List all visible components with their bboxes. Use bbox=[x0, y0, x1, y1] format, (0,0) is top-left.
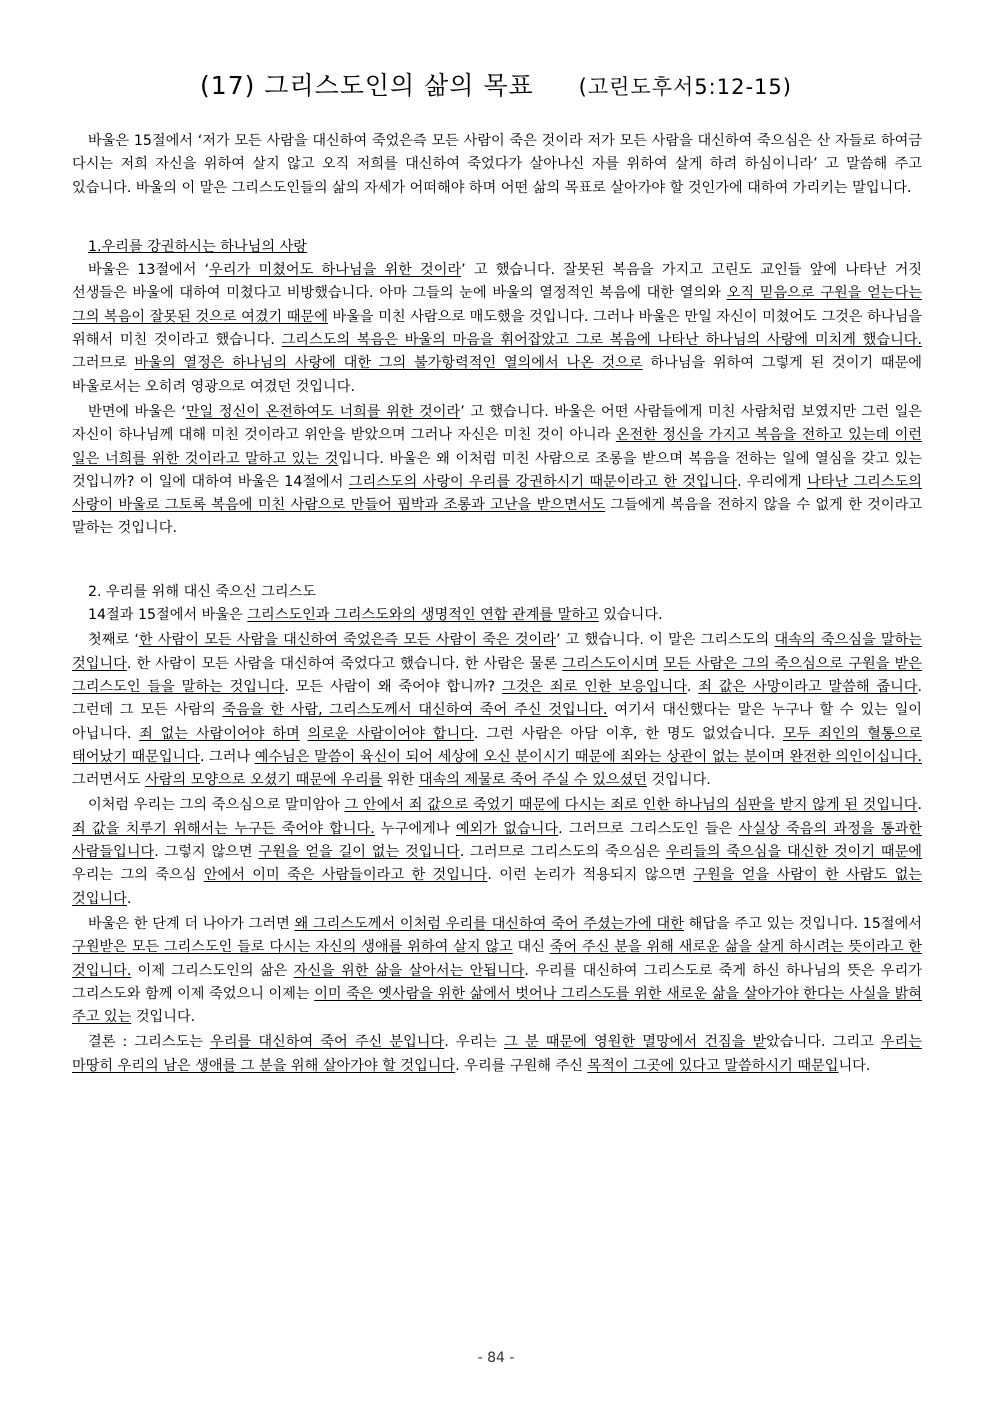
underlined-text: 왜 그리스도께서 이처럼 우리를 대신하여 죽어 주셨는가에 대한 bbox=[294, 915, 684, 932]
title-scripture-reference: (고린도후서5:12-15) bbox=[578, 75, 792, 99]
text-run: . 그렇지 않으면 bbox=[154, 844, 259, 861]
underlined-text: 안에서 이미 죽은 사람들이라고 한 것입니다 bbox=[203, 867, 488, 884]
text-run: 그러므로 bbox=[72, 355, 135, 372]
text-run: . bbox=[126, 890, 132, 907]
underlined-text: 우리를 대신하여 죽어 주신 분입니다 bbox=[210, 1034, 445, 1051]
text-run: 그러면서도 bbox=[72, 772, 146, 789]
text-run: 위한 bbox=[382, 772, 419, 789]
text-run: 결론 : 그리스도는 bbox=[88, 1034, 211, 1051]
underlined-text: 그리스도인과 그리스도와의 생명적인 연합 관계를 말하고 bbox=[247, 607, 599, 624]
title-text: (17) 그리스도인의 삶의 목표 bbox=[200, 71, 534, 100]
text-run: . bbox=[686, 678, 699, 695]
text-run: ’ 고 했습니다. 바울은 어떤 사람들에게 미친 사람처럼 보였지만 그런 일은 자신이 하나님께 대해 미친 것이라고 위안을 받았으며 그러나 자신은 미친 것이 아니라 bbox=[72, 403, 922, 444]
text-run: 반면에 바울은 ‘ bbox=[88, 403, 186, 420]
underlined-text: 대속의 죽으심을 말하는 것입니다 bbox=[72, 632, 922, 672]
underlined-text: 죽음을 한 사람, 그리스도께서 대신하여 죽어 주신 것입니다. bbox=[222, 702, 608, 719]
underlined-text: 바울의 열정은 하나님의 사랑에 대한 그의 불가항력적인 열의에서 나온 것으로 bbox=[134, 355, 643, 372]
text-run: . 그런데 그 모든 사람의 bbox=[72, 678, 923, 719]
text-run: . 우리는 bbox=[444, 1034, 505, 1051]
underlined-text: 대속의 제물로 죽어 주실 수 있으셨던 bbox=[418, 772, 647, 789]
underlined-text: 우리는 마땅히 우리의 남은 생애를 그 분을 위해 살아가야 할 것입니다 bbox=[72, 1034, 923, 1074]
text-run: 그들에게 복음을 전하지 않을 수 없게 한 것이라고 말하는 것입니다. bbox=[72, 497, 923, 537]
section1-heading bbox=[72, 236, 922, 259]
text-run: 바울을 미친 사람으로 매도했을 것입니다. 그러나 바울은 만일 자신이 미쳤어도 그것은 하나님을 위해서 미친 것이라고 했습니다. bbox=[72, 308, 922, 349]
text-run: 14절과 15절에서 바울은 bbox=[88, 607, 248, 624]
section1-heading-text: 우리를 강권하시는 하나님의 사랑 bbox=[101, 238, 307, 255]
section1-paragraph-1 bbox=[72, 259, 922, 399]
text-run: 것입니다. bbox=[646, 772, 711, 789]
text-run: . 우리에게 bbox=[737, 473, 808, 490]
text-run: . 이런 논리가 적용되지 않으면 bbox=[487, 867, 694, 884]
section2-paragraph-1 bbox=[72, 629, 922, 792]
text-run: 바울은 한 단계 더 나아가 그러면 bbox=[88, 915, 295, 932]
section2-paragraph-0 bbox=[72, 604, 922, 627]
text-run: . 모든 사람이 왜 죽어야 합니까? bbox=[284, 678, 502, 695]
underlined-text: 예수님은 말씀이 육신이 되어 세상에 오신 분이시기 때문에 죄와는 상관이 없는 분이며 완전한 의인이십니다. bbox=[254, 748, 922, 765]
text-run: 여기서 대신했다는 말은 누구나 할 수 있는 일이 아닙니다. bbox=[72, 702, 922, 742]
underlined-text: 나타난 그리스도의 사랑이 바울로 그토록 복음에 미친 사람으로 만들어 핍박과 조롱과 고난을 받으면서도 bbox=[72, 473, 923, 514]
text-run: . 그런 사람은 아담 이후, 한 명도 없었습니다. bbox=[473, 725, 783, 742]
page-title bbox=[0, 66, 992, 102]
text-run: . 그러므로 그리스도의 죽으심은 bbox=[459, 844, 666, 861]
text-run: 것입니다. bbox=[131, 1009, 196, 1026]
underlined-text: 자신을 위한 삶을 살아서는 안됩니다 bbox=[293, 962, 525, 979]
underlined-text: 오직 믿음으로 구원을 얻는다는 그의 복음이 잘못된 것으로 여겼기 때문에 bbox=[72, 285, 922, 325]
underlined-text: 그리스도의 사랑이 우리를 강권하시기 때문이라고 한 것입니다 bbox=[348, 473, 738, 490]
underlined-text: 의로운 사람이어야 합니다 bbox=[307, 725, 474, 742]
section1-number: 1. bbox=[88, 238, 102, 255]
underlined-text: 모두 죄인의 혈통으로 태어났기 때문입니다 bbox=[72, 725, 922, 765]
text-run: 첫째로 ‘ bbox=[88, 632, 139, 649]
document-body bbox=[72, 130, 922, 1078]
underlined-text: 온전한 정신을 가지고 복음을 전하고 있는데 이런 일은 너희를 위한 것이라고 말하고 있는 것 bbox=[72, 427, 922, 467]
intro-paragraph: 바울은 15절에서 ‘저가 모든 사람을 대신하여 죽었은즉 모든 사람이 죽은 것이라 저가 모든 사람을 대신하여 죽으심은 산 자들로 하여금 다시는 저희 자신을 위하여 살지 않고 오직 저희를 대신하여 죽었다가 살아나신 자를 위하여 살게 하려 하심이니라’ 고 말씀해 주고 있습니다. 바울의 이 말은 그리스도인들의 삶의 자세가 어떠해야 하며 어떤 삶의 목표로 살아가야 할 것인가에 대하여 가리키는 말입니다. bbox=[72, 133, 922, 196]
text-run: 았습니다. 그리고 bbox=[766, 1034, 881, 1051]
underlined-text: 그 분 때문에 영원한 멸망에서 건짐을 받 bbox=[504, 1034, 767, 1051]
section2-heading bbox=[72, 581, 922, 604]
underlined-text: 그 안에서 죄 값으로 죽었기 때문에 다시는 죄로 인한 하나님의 심판을 받지 않게 된 것입니다 bbox=[344, 797, 918, 814]
underlined-text: 만일 정신이 온전하여도 너희를 위한 것이라 bbox=[185, 403, 461, 420]
underlined-text: 사실상 죽음의 과정을 통과한 사람들입니다 bbox=[72, 820, 923, 861]
text-run: ’ 고 했습니다. 잘못된 복음을 가지고 고린도 교인들 앞에 나타난 거짓 선생들은 바울에 대하여 미쳤다고 비방했습니다. 아마 그들의 눈에 바울의 열정적인 복음에 대한 열의와 bbox=[72, 262, 922, 302]
text-run: 니다. bbox=[838, 1057, 871, 1074]
text-run: . 우리를 대신하여 그리스도로 죽게 하신 하나님의 뜻은 우리가 그리스도와 함께 이제 죽었으니 이제는 bbox=[72, 962, 922, 1002]
text-run: . 우리를 구원해 주신 bbox=[455, 1057, 588, 1074]
text-run: ’ 고 했습니다. 이 말은 그리스도의 bbox=[555, 632, 775, 649]
underlined-text: 우리가 미쳤어도 하나님을 위한 것이라 bbox=[209, 262, 462, 279]
text-run: 우리는 그의 죽으심 bbox=[72, 867, 204, 884]
page-number: - 84 - bbox=[477, 1350, 515, 1366]
underlined-text: 예외가 없습니다 bbox=[455, 820, 559, 837]
text-run: . 그러나 bbox=[199, 748, 255, 765]
text-run: 이처럼 우리는 그의 죽으심으로 말미암아 bbox=[88, 797, 345, 814]
underlined-text: 사람의 모양으로 오셨기 때문에 우리를 bbox=[145, 772, 383, 789]
section2-heading-text: 2. 우리를 위해 대신 죽으신 그리스도 bbox=[88, 583, 316, 600]
underlined-text: 구원을 얻을 길이 없는 것입니다 bbox=[258, 844, 460, 861]
underlined-text: 죄 없는 사람이어야 하며 bbox=[139, 725, 300, 742]
underlined-text: 이미 죽은 옛사람을 위한 삶에서 벗어나 그리스도를 위한 새로운 삶을 살아가야 한다는 사실을 밝혀 주고 있는 bbox=[72, 985, 922, 1026]
underlined-text: 우리들의 죽으심을 대신한 것이기 때문에 bbox=[665, 844, 922, 861]
section2-paragraph-3 bbox=[72, 913, 922, 1029]
underlined-text: 그것은 죄로 인한 보응입니다 bbox=[501, 678, 687, 695]
text-run: . 그러므로 그리스도인 들은 bbox=[558, 820, 739, 837]
underlined-text: 모든 사람은 그의 죽으심으로 구원을 받은 그리스도인 들을 말하는 것입니다 bbox=[72, 655, 923, 695]
section2-paragraph-2 bbox=[72, 794, 922, 910]
underlined-text: 구원을 얻을 사람이 한 사람도 없는 것입니다 bbox=[72, 867, 923, 907]
text-run bbox=[300, 726, 308, 742]
text-run: 하나님을 위하여 그렇게 된 것이기 때문에 바울로서는 오히려 영광으로 여겼던 것입니다. bbox=[72, 355, 922, 395]
text-run: 대신 bbox=[512, 939, 550, 956]
text-run: 누구에게나 bbox=[374, 820, 456, 837]
underlined-text: 죽어 주신 분을 위해 새로운 삶을 살게 하시려는 뜻이라고 한 것입니다. bbox=[72, 939, 922, 979]
text-run: . 한 사람이 모든 사람을 대신하여 죽었다고 했습니다. 한 사람은 물론 bbox=[126, 655, 563, 672]
text-run: 해답을 주고 있는 것입니다. 15절에서 bbox=[683, 915, 922, 932]
conclusion-paragraph bbox=[72, 1031, 922, 1078]
text-run: 입니다. 바울은 왜 이처럼 미친 사람으로 조롱을 받으며 복음을 전하는 일에 열심을 갖고 있는 것입니까? 이 일에 대하여 바울은 14절에서 bbox=[72, 450, 922, 490]
underlined-text: 구원받은 모든 그리스도인 들로 다시는 자신의 생애를 위하여 살지 않고 bbox=[72, 939, 513, 956]
text-run: . bbox=[917, 797, 922, 814]
text-run: 이제 그리스도인의 삶은 bbox=[131, 962, 294, 979]
underlined-text: 한 사람이 모든 사람을 대신하여 죽었은즉 모든 사람이 죽은 것이라 bbox=[138, 632, 556, 649]
section1-paragraph-2 bbox=[72, 401, 922, 541]
underlined-text: 죄 값을 치루기 위해서는 누구든 죽어야 합니다. bbox=[72, 820, 375, 837]
underlined-text: 목적이 그곳에 있다고 말씀하시기 때문입 bbox=[587, 1057, 839, 1074]
underlined-text: 그리스도의 복음은 바울의 마음을 휘어잡았고 그로 복음에 나타난 하나님의 사랑에 미치게 했습니다. bbox=[281, 332, 923, 349]
text-run: 있습니다. bbox=[598, 607, 663, 624]
underlined-text: 그리스도이시며 bbox=[562, 655, 659, 672]
text-run: 바울은 13절에서 ‘ bbox=[88, 262, 210, 279]
underlined-text: 죄 값은 사망이라고 말씀해 줍니다 bbox=[698, 678, 918, 695]
